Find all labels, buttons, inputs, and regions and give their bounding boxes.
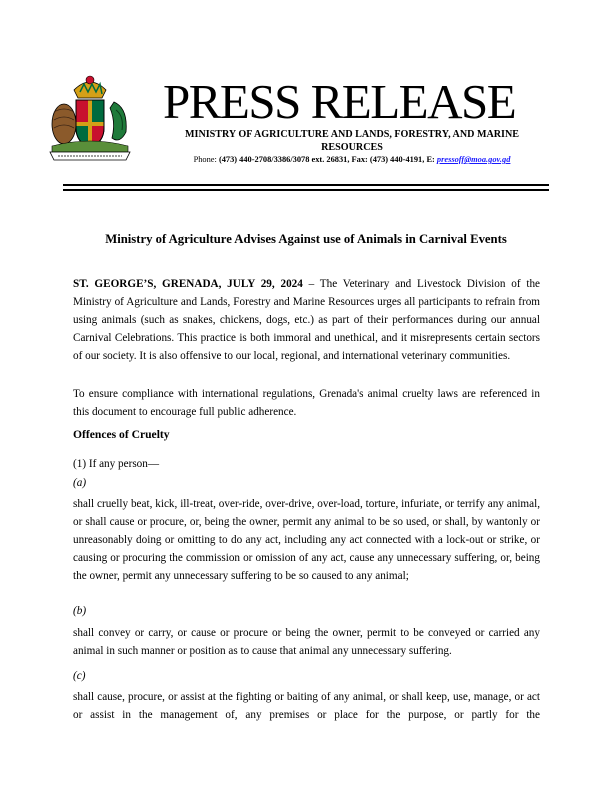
- email-label: E:: [426, 155, 437, 164]
- item-text-c: shall cause, procure, or assist at the fighting or baiting of any animal, or shall keep, use, manage, or act or assist in the management of, any premises or place for the purpose, or partly for the: [73, 691, 540, 721]
- contact-line: [160, 155, 544, 164]
- item-letter-b: (b): [73, 605, 87, 617]
- header-divider-bottom: [63, 189, 549, 191]
- item-text-b: shall convey or carry, or cause or procure or being the owner, permit to be conveyed or carried any animal in such manner or position as to cause that animal any unnecessary suffering.: [73, 627, 540, 657]
- offences-heading: Offences of Cruelty: [73, 428, 170, 441]
- press-release-title: PRESS RELEASE: [163, 74, 516, 129]
- grenada-coat-of-arms-icon: [44, 72, 136, 164]
- item-letter-a: (a): [73, 477, 87, 489]
- headline: Ministry of Agriculture Advises Against use of Animals in Carnival Events: [105, 232, 507, 246]
- contact-prefix: Phone:: [193, 155, 219, 164]
- intro-text: – The Veterinary and Livestock Division of the Ministry of Agriculture and Lands, Forestry and Marine Resources urges all participants to refrain from using animals (such as snakes, chickens, dogs, etc.) as part of their performances during our annual Carnival Celebrations. This practice is both immoral and unethical, and it misrepresents certain sectors of our society. It is also offensive to our local, regional, and international veterinary communities.: [73, 278, 540, 362]
- dateline: ST. GEORGE’S, GRENADA, JULY 29, 2024: [73, 278, 303, 290]
- email-link[interactable]: pressoff@moa.gov.gd: [436, 155, 511, 164]
- intro-paragraph: [73, 275, 540, 365]
- clause-1: (1) If any person—: [73, 458, 160, 470]
- item-text-a: shall cruelly beat, kick, ill-treat, over-ride, over-drive, over-load, torture, infuriate, or terrify any animal, or shall cause or procure, or, being the owner, permit any animal to be so used, or shall, by wantonly or unreasonably doing or omitting to do any act, including any act connected with a lock-out or strike, or causing or procuring the commission or omission of any act, cause any unnecessary suffering, or, being the owner, permit any unnecessary suffering to be so caused to any animal;: [73, 498, 540, 582]
- item-letter-c: (c): [73, 670, 86, 682]
- header-divider-top: [63, 184, 549, 186]
- phone-fax: (473) 440-2708/3386/3078 ext. 26831, Fax: (473) 440-4191,: [218, 155, 427, 164]
- compliance-paragraph: To ensure compliance with international regulations, Grenada's animal cruelty laws are referenced in this document to encourage full public adherence.: [73, 388, 540, 418]
- ministry-name: MINISTRY OF AGRICULTURE AND LANDS, FORESTRY, AND MARINE RESOURCES: [184, 129, 520, 153]
